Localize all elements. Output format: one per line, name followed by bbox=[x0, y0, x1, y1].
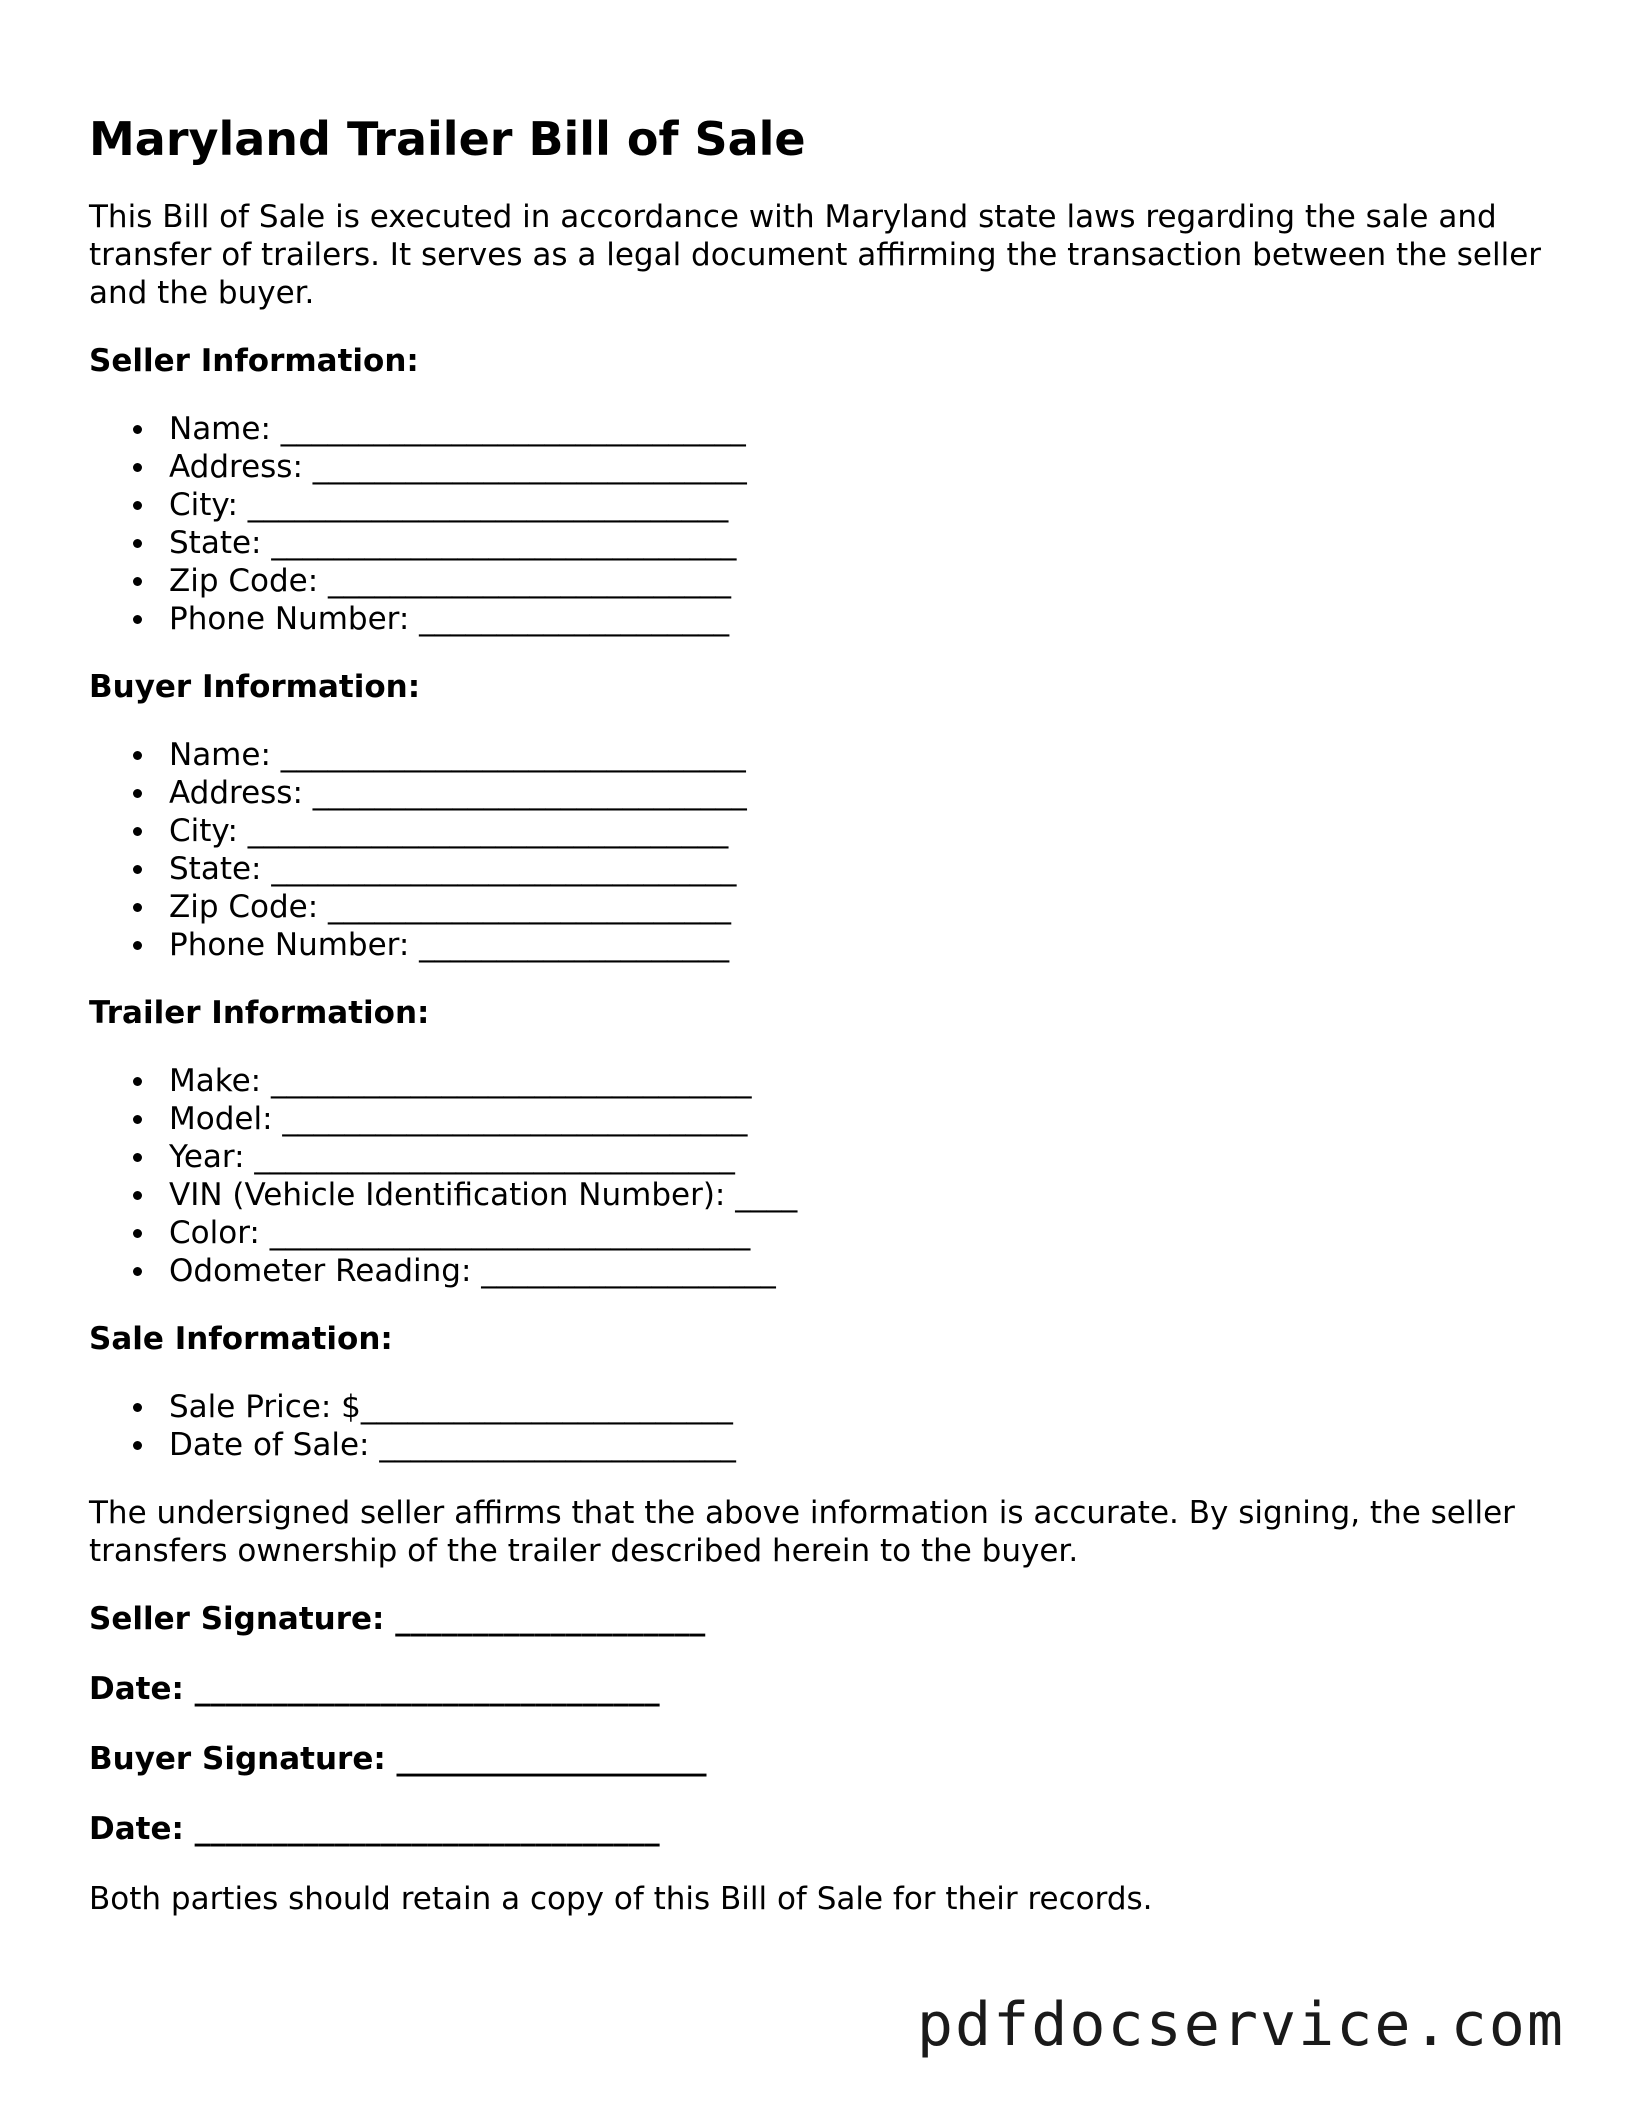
buyer-field-list bbox=[89, 736, 1549, 964]
closing-paragraph: Both parties should retain a copy of this Bill of Sale for their records. bbox=[89, 1881, 1153, 1917]
seller-name-field[interactable]: Name: ______________________________ bbox=[89, 410, 1549, 448]
trailer-odometer-field[interactable]: Odometer Reading: ___________________ bbox=[89, 1252, 1549, 1290]
affirmation-paragraph: The undersigned seller affirms that the above information is accurate. By signing, the seller transfers ownership of the trailer described herein to the buyer. bbox=[89, 1495, 1515, 1569]
buyer-signature-field[interactable]: Buyer Signature: ____________________ bbox=[89, 1741, 707, 1777]
seller-address-field[interactable]: Address: ____________________________ bbox=[89, 448, 1549, 486]
buyer-address-field[interactable]: Address: ____________________________ bbox=[89, 774, 1549, 812]
trailer-vin-field[interactable]: VIN (Vehicle Identification Number): ____ bbox=[89, 1176, 1549, 1214]
document-page bbox=[89, 110, 1549, 1948]
sale-price-field[interactable]: Sale Price: $________________________ bbox=[89, 1388, 1549, 1426]
seller-signature-field[interactable]: Seller Signature: ____________________ bbox=[89, 1601, 706, 1637]
seller-city-field[interactable]: City: _______________________________ bbox=[89, 486, 1549, 524]
trailer-year-field[interactable]: Year: _______________________________ bbox=[89, 1138, 1549, 1176]
sale-field-list bbox=[89, 1388, 1549, 1464]
watermark-text: pdfdocservice.com bbox=[916, 1990, 1565, 2060]
trailer-make-field[interactable]: Make: _______________________________ bbox=[89, 1062, 1549, 1100]
seller-section-heading: Seller Information: bbox=[89, 343, 419, 379]
buyer-phone-field[interactable]: Phone Number: ____________________ bbox=[89, 926, 1549, 964]
buyer-city-field[interactable]: City: _______________________________ bbox=[89, 812, 1549, 850]
buyer-section-heading: Buyer Information: bbox=[89, 669, 421, 705]
document-title: Maryland Trailer Bill of Sale bbox=[89, 112, 806, 166]
trailer-field-list bbox=[89, 1062, 1549, 1290]
trailer-color-field[interactable]: Color: _______________________________ bbox=[89, 1214, 1549, 1252]
seller-field-list bbox=[89, 410, 1549, 638]
seller-state-field[interactable]: State: ______________________________ bbox=[89, 524, 1549, 562]
sale-date-field[interactable]: Date of Sale: _______________________ bbox=[89, 1426, 1549, 1464]
seller-phone-field[interactable]: Phone Number: ____________________ bbox=[89, 600, 1549, 638]
trailer-section-heading: Trailer Information: bbox=[89, 995, 430, 1031]
buyer-state-field[interactable]: State: ______________________________ bbox=[89, 850, 1549, 888]
seller-zip-field[interactable]: Zip Code: __________________________ bbox=[89, 562, 1549, 600]
trailer-model-field[interactable]: Model: ______________________________ bbox=[89, 1100, 1549, 1138]
sale-section-heading: Sale Information: bbox=[89, 1321, 393, 1357]
seller-date-field[interactable]: Date: ______________________________ bbox=[89, 1671, 660, 1707]
intro-paragraph: This Bill of Sale is executed in accordance with Maryland state laws regarding the sale and transfer of trailers. It serves as a legal document affirming the transaction between the seller and the buyer. bbox=[89, 199, 1542, 311]
buyer-name-field[interactable]: Name: ______________________________ bbox=[89, 736, 1549, 774]
buyer-date-field[interactable]: Date: ______________________________ bbox=[89, 1811, 660, 1847]
buyer-zip-field[interactable]: Zip Code: __________________________ bbox=[89, 888, 1549, 926]
